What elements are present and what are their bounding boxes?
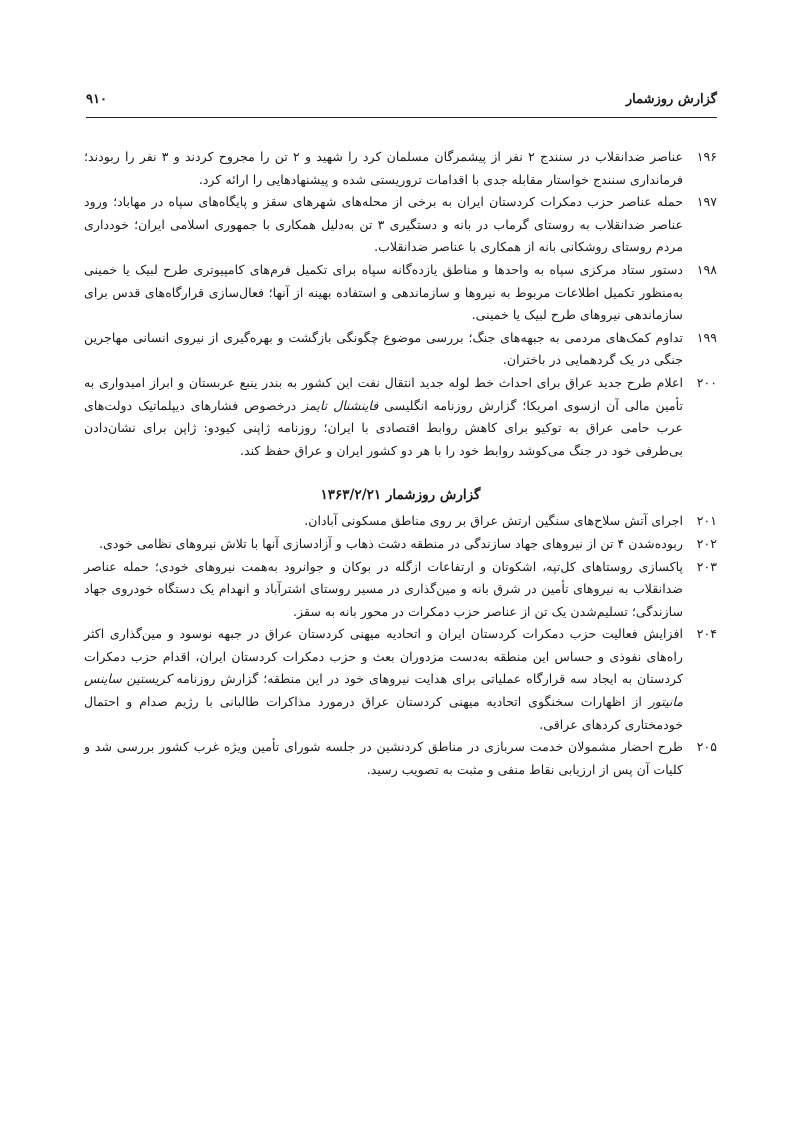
entry-text: حمله عناصر حزب دمکرات کردستان ایران به برخی از محله‌های شهرهای سقز و پایگاه‌های سپاه در مهاباد؛ ورود عناصر ضدانقلاب به روستای گرماب در بانه و دستگیری ۳ تن به‌دلیل همکاری با جمهوری اسلامی ایران؛ خودداری مردم روستای روشکانی بانه از همکاری با عناصر ضدانقلاب. xyxy=(84,194,683,255)
entry-text: تداوم کمک‌های مردمی به جبهه‌های جنگ؛ بررسی موضوع چگونگی بازگشت و بهره‌گیری از نیروی انسانی مهاجرین جنگی در یک گردهمایی در باختران. xyxy=(84,329,683,368)
entry-number: ۲۰۴ xyxy=(696,626,717,642)
page-body xyxy=(84,146,717,781)
running-title: گزارش روزشمار xyxy=(625,92,717,107)
entry-number: ۱۹۶ xyxy=(696,149,717,164)
header-rule xyxy=(86,117,717,118)
entry-text: ربوده‌شدن ۴ تن از نیروهای جهاد سازندگی در منطقه دشت ذهاب و آزادسازی آنها با تلاش نیروهای نظامی خودی. xyxy=(99,535,683,551)
list-item xyxy=(84,372,717,462)
entry-text: طرح احضار مشمولان خدمت سربازی در مناطق کردنشین در جلسه شورای تأمین ویژه غرب کشور بررسی شد و کلیات آن پس از ارزیابی نقاط منفی و مثبت به تصویب رسید. xyxy=(84,739,683,777)
list-item xyxy=(84,327,717,372)
entry-number: ۲۰۰ xyxy=(696,374,717,390)
entry-number: ۲۰۲ xyxy=(696,535,717,551)
entry-number: ۲۰۳ xyxy=(696,558,717,574)
entry-text xyxy=(84,372,683,462)
newspaper-name: فاینشنال تایمز xyxy=(302,397,379,413)
entry-text-part: از اظهارات سخنگوی اتحادیه میهنی کردستان عراق درمورد مذاکرات طالبانی با رژیم صدام و احتمال خودمختاری کردهای عراقی. xyxy=(84,694,683,732)
entry-number: ۲۰۱ xyxy=(696,513,717,529)
entry-number: ۱۹۸ xyxy=(696,261,717,277)
entry-number: ۱۹۷ xyxy=(696,194,717,210)
section-heading: گزارش روزشمار ۱۳۶۳/۲/۲۱ xyxy=(320,487,481,504)
entry-text: اجرای آتش سلاح‌های سنگین ارتش عراق بر روی مناطق مسکونی آبادان. xyxy=(304,513,683,529)
list-item xyxy=(84,736,717,781)
entry-text: دستور ستاد مرکزی سپاه به واحدها و مناطق یازده‌گانه سپاه برای تکمیل فرم‌های کامپیوتری طرح لبیک یا خمینی به‌منظور تکمیل اطلاعات مربوط به نیروها و سازماندهی و استفاده بهینه از آنها؛ فعال‌سازی قرارگاه‌های قدس برای سازماندهی نیروهای طرح لبیک یا خمینی. xyxy=(84,261,683,323)
page-number: ۹۱۰ xyxy=(86,92,107,107)
list-item xyxy=(84,146,717,191)
list-item xyxy=(84,556,717,624)
entry-text: عناصر ضدانقلاب در سنندج ۲ نفر از پیشمرگان مسلمان کرد را شهید و ۲ تن را مجروح کردند و ۳ نفر را ربودند؛ فرمانداری سنندج خواستار مقابله جدی با اقدامات تروریستی شده و پیشنهادهایی را ارائه کرد. xyxy=(84,149,683,187)
list-item xyxy=(84,623,717,736)
entry-text: پاکسازی روستاهای کل‌تپه، اشکوتان و ارتفاعات ازگله در بوکان و جوانرود به‌همت نیروهای خودی؛ حمله عناصر ضدانقلاب به نیروهای تأمین در شرق بانه و مین‌گذاری در مسیر روستای اشترآباد و انهدام یک دستگاه خودروی جهاد سازندگی؛ تسلیم‌شدن یک تن از عناصر حزب دمکرات در محور بانه به سقز. xyxy=(84,558,683,619)
entry-number: ۲۰۵ xyxy=(696,739,717,755)
running-header xyxy=(86,92,717,114)
entry-number: ۱۹۹ xyxy=(696,329,717,345)
list-item xyxy=(84,191,717,259)
entry-text xyxy=(84,623,683,736)
list-item xyxy=(84,533,717,556)
list-item xyxy=(84,259,717,327)
entry-text-part: افزایش فعالیت حزب دمکرات کردستان ایران و اتحادیه میهنی کردستان عراق در جبهه نوسود و مین‌گذاری اکثر راه‌های نفوذی و حساس این منطقه به‌دست مزدوران بعث و حزب دمکرات کردستان ایران، اقدام حزب دمکرات کردستان به ایجاد سه قرارگاه عملیاتی برای هدایت نیروهای خود در این منطقه؛ گزارش روزنامه xyxy=(84,626,683,687)
newspaper-name: کریستین ساینس مانیتور xyxy=(84,671,683,710)
list-item xyxy=(84,510,717,533)
entry-text-part: اعلام طرح جدید عراق برای احداث خط لوله جدید انتقال نفت این کشور به بندر ینبع عربستان و ابراز امیدواری به تأمین مالی آن ازسوی امریکا؛ گزارش روزنامه انگلیسی xyxy=(84,374,683,413)
entry-text-part: درخصوص فشارهای دیپلماتیک دولت‌های عرب حامی عراق به توکیو برای کاهش روابط اقتصادی با ایران؛ روزنامه ژاپنی کیودو: ژاپن برای نشان‌دادن بی‌طرفی خود در جنگ می‌کوشد روابط خود را با هر دو کشور ایران و عراق حفظ کند. xyxy=(84,397,683,458)
